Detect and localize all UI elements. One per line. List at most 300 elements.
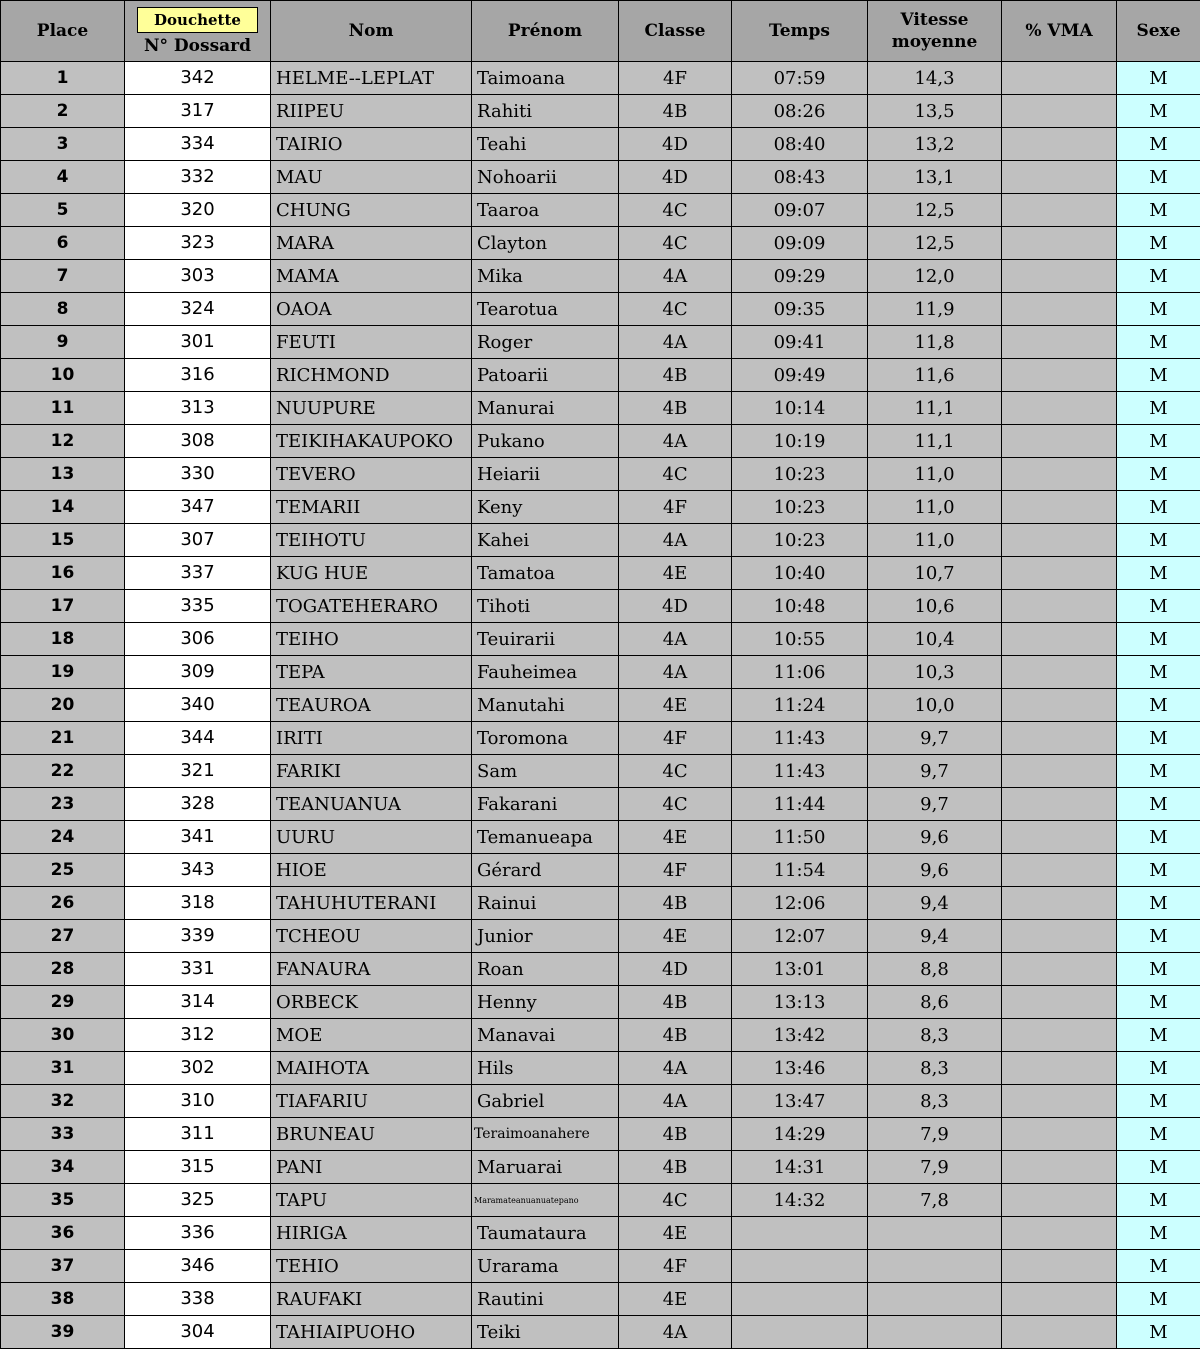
cell-dossard: 330 <box>125 458 271 491</box>
cell-dossard: 335 <box>125 590 271 623</box>
cell-vitesse: 10,7 <box>868 557 1002 590</box>
cell-temps: 10:19 <box>732 425 868 458</box>
cell-classe: 4C <box>619 1184 732 1217</box>
table-row <box>1 425 1200 458</box>
table-row <box>1 920 1200 953</box>
cell-classe: 4C <box>619 755 732 788</box>
cell-place: 2 <box>1 95 125 128</box>
cell-vitesse: 8,6 <box>868 986 1002 1019</box>
cell-place: 27 <box>1 920 125 953</box>
cell-place: 30 <box>1 1019 125 1052</box>
table-row <box>1 854 1200 887</box>
cell-temps: 09:07 <box>732 194 868 227</box>
cell-vitesse: 11,8 <box>868 326 1002 359</box>
cell-classe: 4A <box>619 524 732 557</box>
cell-temps <box>732 1250 868 1283</box>
cell-temps: 12:07 <box>732 920 868 953</box>
table-row <box>1 590 1200 623</box>
cell-prenom: Heiarii <box>472 458 619 491</box>
cell-vma <box>1002 1052 1117 1085</box>
header-vitesse <box>868 1 1002 62</box>
cell-dossard: 309 <box>125 656 271 689</box>
cell-vitesse: 12,5 <box>868 227 1002 260</box>
cell-nom: TIAFARIU <box>271 1085 472 1118</box>
cell-nom: TEPA <box>271 656 472 689</box>
header-place: Place <box>1 1 125 62</box>
cell-vitesse: 13,1 <box>868 161 1002 194</box>
cell-vma <box>1002 854 1117 887</box>
cell-prenom: Manutahi <box>472 689 619 722</box>
table-row <box>1 986 1200 1019</box>
header-vma: % VMA <box>1002 1 1117 62</box>
cell-sexe: M <box>1117 986 1200 1019</box>
cell-temps: 09:35 <box>732 293 868 326</box>
cell-dossard: 310 <box>125 1085 271 1118</box>
cell-vma <box>1002 95 1117 128</box>
cell-nom: HIRIGA <box>271 1217 472 1250</box>
cell-sexe: M <box>1117 755 1200 788</box>
cell-temps: 10:14 <box>732 392 868 425</box>
cell-place: 13 <box>1 458 125 491</box>
table-row <box>1 227 1200 260</box>
header-douchette-label: Douchette <box>137 7 258 33</box>
cell-temps <box>732 1283 868 1316</box>
cell-dossard: 342 <box>125 62 271 95</box>
cell-place: 36 <box>1 1217 125 1250</box>
cell-vitesse: 11,6 <box>868 359 1002 392</box>
cell-nom: HIOE <box>271 854 472 887</box>
cell-vma <box>1002 821 1117 854</box>
cell-place: 4 <box>1 161 125 194</box>
cell-nom: KUG HUE <box>271 557 472 590</box>
cell-dossard: 337 <box>125 557 271 590</box>
cell-sexe: M <box>1117 920 1200 953</box>
cell-temps <box>732 1217 868 1250</box>
cell-classe: 4A <box>619 260 732 293</box>
cell-place: 21 <box>1 722 125 755</box>
cell-place: 16 <box>1 557 125 590</box>
cell-nom: HELME--LEPLAT <box>271 62 472 95</box>
cell-dossard: 312 <box>125 1019 271 1052</box>
cell-dossard: 336 <box>125 1217 271 1250</box>
table-row <box>1 194 1200 227</box>
cell-vma <box>1002 623 1117 656</box>
cell-sexe: M <box>1117 161 1200 194</box>
cell-dossard: 343 <box>125 854 271 887</box>
cell-prenom: Hils <box>472 1052 619 1085</box>
cell-vma <box>1002 458 1117 491</box>
cell-vma <box>1002 1283 1117 1316</box>
cell-dossard: 311 <box>125 1118 271 1151</box>
header-vitesse-line2: moyenne <box>892 32 978 52</box>
cell-vma <box>1002 392 1117 425</box>
cell-vitesse: 13,5 <box>868 95 1002 128</box>
cell-dossard: 340 <box>125 689 271 722</box>
table-row <box>1 1250 1200 1283</box>
header-sexe: Sexe <box>1117 1 1200 62</box>
cell-vitesse <box>868 1316 1002 1349</box>
cell-place: 9 <box>1 326 125 359</box>
cell-vma <box>1002 1250 1117 1283</box>
cell-vitesse: 9,4 <box>868 920 1002 953</box>
table-row <box>1 392 1200 425</box>
cell-sexe: M <box>1117 623 1200 656</box>
cell-nom: RAUFAKI <box>271 1283 472 1316</box>
cell-vitesse: 12,0 <box>868 260 1002 293</box>
cell-place: 11 <box>1 392 125 425</box>
cell-nom: FEUTI <box>271 326 472 359</box>
cell-dossard: 331 <box>125 953 271 986</box>
cell-vma <box>1002 1184 1117 1217</box>
cell-nom: TEIHOTU <box>271 524 472 557</box>
cell-temps: 11:43 <box>732 755 868 788</box>
cell-place: 25 <box>1 854 125 887</box>
cell-place: 32 <box>1 1085 125 1118</box>
cell-place: 5 <box>1 194 125 227</box>
cell-sexe: M <box>1117 557 1200 590</box>
cell-prenom: Pukano <box>472 425 619 458</box>
cell-sexe: M <box>1117 854 1200 887</box>
cell-sexe: M <box>1117 491 1200 524</box>
cell-sexe: M <box>1117 590 1200 623</box>
cell-dossard: 338 <box>125 1283 271 1316</box>
table-row <box>1 1085 1200 1118</box>
header-temps: Temps <box>732 1 868 62</box>
cell-temps: 10:23 <box>732 491 868 524</box>
cell-sexe: M <box>1117 128 1200 161</box>
cell-nom: BRUNEAU <box>271 1118 472 1151</box>
cell-vma <box>1002 557 1117 590</box>
cell-vma <box>1002 788 1117 821</box>
cell-nom: TEAUROA <box>271 689 472 722</box>
table-row <box>1 326 1200 359</box>
header-dossard-label: N° Dossard <box>125 35 270 57</box>
cell-dossard: 303 <box>125 260 271 293</box>
cell-sexe: M <box>1117 1283 1200 1316</box>
cell-sexe: M <box>1117 953 1200 986</box>
cell-sexe: M <box>1117 1019 1200 1052</box>
cell-dossard: 313 <box>125 392 271 425</box>
cell-dossard: 332 <box>125 161 271 194</box>
cell-prenom: Rautini <box>472 1283 619 1316</box>
cell-classe: 4B <box>619 95 732 128</box>
cell-prenom: Tearotua <box>472 293 619 326</box>
cell-prenom: Manavai <box>472 1019 619 1052</box>
cell-nom: RIIPEU <box>271 95 472 128</box>
cell-temps: 08:26 <box>732 95 868 128</box>
cell-nom: IRITI <box>271 722 472 755</box>
cell-temps: 10:23 <box>732 458 868 491</box>
cell-nom: TEVERO <box>271 458 472 491</box>
cell-classe: 4D <box>619 161 732 194</box>
cell-vma <box>1002 887 1117 920</box>
cell-dossard: 347 <box>125 491 271 524</box>
cell-sexe: M <box>1117 689 1200 722</box>
cell-vitesse: 9,6 <box>868 854 1002 887</box>
cell-vma <box>1002 128 1117 161</box>
cell-place: 24 <box>1 821 125 854</box>
cell-nom: TEIHO <box>271 623 472 656</box>
cell-prenom: Tamatoa <box>472 557 619 590</box>
cell-place: 17 <box>1 590 125 623</box>
cell-prenom: Rahiti <box>472 95 619 128</box>
cell-temps: 08:43 <box>732 161 868 194</box>
cell-classe: 4B <box>619 1019 732 1052</box>
cell-nom: TEANUANUA <box>271 788 472 821</box>
cell-vitesse <box>868 1217 1002 1250</box>
cell-vitesse: 8,3 <box>868 1085 1002 1118</box>
cell-temps: 11:54 <box>732 854 868 887</box>
table-row <box>1 623 1200 656</box>
cell-classe: 4A <box>619 623 732 656</box>
cell-sexe: M <box>1117 1250 1200 1283</box>
table-row <box>1 656 1200 689</box>
cell-nom: TAHIAIPUOHO <box>271 1316 472 1349</box>
cell-nom: TEIKIHAKAUPOKO <box>271 425 472 458</box>
cell-classe: 4E <box>619 1283 732 1316</box>
cell-place: 18 <box>1 623 125 656</box>
cell-classe: 4E <box>619 557 732 590</box>
table-row <box>1 458 1200 491</box>
cell-prenom: Teuirarii <box>472 623 619 656</box>
cell-vitesse: 9,6 <box>868 821 1002 854</box>
cell-vma <box>1002 953 1117 986</box>
cell-vma <box>1002 656 1117 689</box>
cell-prenom: Roger <box>472 326 619 359</box>
cell-nom: FARIKI <box>271 755 472 788</box>
cell-vitesse: 10,0 <box>868 689 1002 722</box>
cell-dossard: 306 <box>125 623 271 656</box>
cell-nom: MAIHOTA <box>271 1052 472 1085</box>
cell-classe: 4F <box>619 491 732 524</box>
cell-prenom: Taumataura <box>472 1217 619 1250</box>
cell-classe: 4D <box>619 953 732 986</box>
cell-prenom: Clayton <box>472 227 619 260</box>
cell-sexe: M <box>1117 62 1200 95</box>
cell-classe: 4D <box>619 128 732 161</box>
cell-nom: NUUPURE <box>271 392 472 425</box>
cell-nom: TEMARII <box>271 491 472 524</box>
cell-vitesse: 11,1 <box>868 392 1002 425</box>
table-row <box>1 524 1200 557</box>
cell-vitesse: 9,7 <box>868 788 1002 821</box>
cell-classe: 4C <box>619 788 732 821</box>
cell-place: 14 <box>1 491 125 524</box>
cell-nom: FANAURA <box>271 953 472 986</box>
cell-classe: 4E <box>619 1217 732 1250</box>
cell-sexe: M <box>1117 359 1200 392</box>
cell-sexe: M <box>1117 1217 1200 1250</box>
header-vitesse-line1: Vitesse <box>901 10 969 30</box>
cell-vma <box>1002 260 1117 293</box>
cell-vitesse: 11,0 <box>868 524 1002 557</box>
cell-vma <box>1002 161 1117 194</box>
cell-dossard: 301 <box>125 326 271 359</box>
cell-dossard: 324 <box>125 293 271 326</box>
cell-place: 23 <box>1 788 125 821</box>
cell-nom: UURU <box>271 821 472 854</box>
cell-vitesse: 7,9 <box>868 1151 1002 1184</box>
cell-temps: 10:23 <box>732 524 868 557</box>
cell-prenom: Mika <box>472 260 619 293</box>
cell-sexe: M <box>1117 458 1200 491</box>
cell-nom: CHUNG <box>271 194 472 227</box>
cell-temps: 13:13 <box>732 986 868 1019</box>
cell-vitesse <box>868 1250 1002 1283</box>
cell-prenom: Urarama <box>472 1250 619 1283</box>
cell-classe: 4B <box>619 887 732 920</box>
cell-prenom: Roan <box>472 953 619 986</box>
cell-vma <box>1002 920 1117 953</box>
cell-vma <box>1002 194 1117 227</box>
cell-nom: TOGATEHERARO <box>271 590 472 623</box>
cell-sexe: M <box>1117 227 1200 260</box>
cell-nom: TAIRIO <box>271 128 472 161</box>
cell-vitesse: 10,3 <box>868 656 1002 689</box>
cell-sexe: M <box>1117 1052 1200 1085</box>
cell-nom: RICHMOND <box>271 359 472 392</box>
cell-vitesse: 14,3 <box>868 62 1002 95</box>
cell-sexe: M <box>1117 524 1200 557</box>
cell-prenom: Maruarai <box>472 1151 619 1184</box>
cell-vma <box>1002 722 1117 755</box>
cell-place: 35 <box>1 1184 125 1217</box>
cell-prenom: Fauheimea <box>472 656 619 689</box>
cell-place: 1 <box>1 62 125 95</box>
cell-prenom: Taaroa <box>472 194 619 227</box>
cell-vitesse: 8,3 <box>868 1019 1002 1052</box>
cell-sexe: M <box>1117 1151 1200 1184</box>
cell-classe: 4F <box>619 62 732 95</box>
cell-vitesse: 11,0 <box>868 491 1002 524</box>
cell-temps: 13:42 <box>732 1019 868 1052</box>
cell-prenom: Rainui <box>472 887 619 920</box>
cell-temps: 14:29 <box>732 1118 868 1151</box>
cell-temps: 14:31 <box>732 1151 868 1184</box>
header-dossard <box>125 1 271 62</box>
cell-temps: 09:29 <box>732 260 868 293</box>
cell-nom: MAMA <box>271 260 472 293</box>
cell-prenom: Henny <box>472 986 619 1019</box>
cell-classe: 4F <box>619 1250 732 1283</box>
cell-vma <box>1002 326 1117 359</box>
cell-prenom: Toromona <box>472 722 619 755</box>
table-row <box>1 1118 1200 1151</box>
table-row <box>1 722 1200 755</box>
cell-nom: TAHUHUTERANI <box>271 887 472 920</box>
cell-vitesse: 12,5 <box>868 194 1002 227</box>
cell-classe: 4A <box>619 1052 732 1085</box>
cell-sexe: M <box>1117 1184 1200 1217</box>
cell-classe: 4C <box>619 293 732 326</box>
table-header <box>1 1 1200 62</box>
cell-sexe: M <box>1117 392 1200 425</box>
cell-sexe: M <box>1117 887 1200 920</box>
cell-classe: 4A <box>619 656 732 689</box>
cell-vitesse: 9,7 <box>868 755 1002 788</box>
cell-dossard: 346 <box>125 1250 271 1283</box>
cell-dossard: 344 <box>125 722 271 755</box>
cell-sexe: M <box>1117 95 1200 128</box>
cell-sexe: M <box>1117 722 1200 755</box>
cell-vitesse: 11,1 <box>868 425 1002 458</box>
cell-prenom: Gérard <box>472 854 619 887</box>
table-row <box>1 1052 1200 1085</box>
cell-dossard: 320 <box>125 194 271 227</box>
cell-prenom: Teahi <box>472 128 619 161</box>
cell-temps: 13:46 <box>732 1052 868 1085</box>
cell-vitesse: 9,4 <box>868 887 1002 920</box>
cell-sexe: M <box>1117 821 1200 854</box>
cell-place: 34 <box>1 1151 125 1184</box>
table-row <box>1 953 1200 986</box>
table-row <box>1 62 1200 95</box>
cell-temps: 11:43 <box>732 722 868 755</box>
cell-prenom: Sam <box>472 755 619 788</box>
cell-dossard: 339 <box>125 920 271 953</box>
cell-temps: 13:01 <box>732 953 868 986</box>
cell-classe: 4A <box>619 326 732 359</box>
cell-dossard: 316 <box>125 359 271 392</box>
cell-temps: 09:49 <box>732 359 868 392</box>
cell-nom: TCHEOU <box>271 920 472 953</box>
table-row <box>1 1217 1200 1250</box>
table-row <box>1 1184 1200 1217</box>
cell-dossard: 325 <box>125 1184 271 1217</box>
cell-prenom: Taimoana <box>472 62 619 95</box>
cell-dossard: 328 <box>125 788 271 821</box>
cell-classe: 4C <box>619 458 732 491</box>
cell-vma <box>1002 62 1117 95</box>
cell-prenom: Junior <box>472 920 619 953</box>
cell-nom: PANI <box>271 1151 472 1184</box>
table-row <box>1 689 1200 722</box>
cell-prenom: Teraimoanahere <box>472 1118 619 1151</box>
cell-temps <box>732 1316 868 1349</box>
cell-place: 3 <box>1 128 125 161</box>
cell-prenom: Patoarii <box>472 359 619 392</box>
cell-vitesse: 11,9 <box>868 293 1002 326</box>
cell-dossard: 308 <box>125 425 271 458</box>
cell-prenom: Nohoarii <box>472 161 619 194</box>
header-classe: Classe <box>619 1 732 62</box>
cell-vma <box>1002 986 1117 1019</box>
cell-temps: 11:06 <box>732 656 868 689</box>
cell-prenom: Keny <box>472 491 619 524</box>
cell-sexe: M <box>1117 293 1200 326</box>
cell-dossard: 323 <box>125 227 271 260</box>
cell-temps: 13:47 <box>732 1085 868 1118</box>
cell-prenom: Tihoti <box>472 590 619 623</box>
cell-vitesse: 8,8 <box>868 953 1002 986</box>
cell-vma <box>1002 1316 1117 1349</box>
table-row <box>1 1283 1200 1316</box>
cell-temps: 14:32 <box>732 1184 868 1217</box>
table-row <box>1 755 1200 788</box>
cell-classe: 4C <box>619 194 732 227</box>
cell-dossard: 318 <box>125 887 271 920</box>
table-row <box>1 1316 1200 1349</box>
table-row <box>1 359 1200 392</box>
cell-place: 37 <box>1 1250 125 1283</box>
cell-place: 28 <box>1 953 125 986</box>
cell-temps: 10:55 <box>732 623 868 656</box>
cell-sexe: M <box>1117 788 1200 821</box>
cell-nom: ORBECK <box>271 986 472 1019</box>
cell-classe: 4B <box>619 392 732 425</box>
header-nom: Nom <box>271 1 472 62</box>
cell-nom: MAU <box>271 161 472 194</box>
